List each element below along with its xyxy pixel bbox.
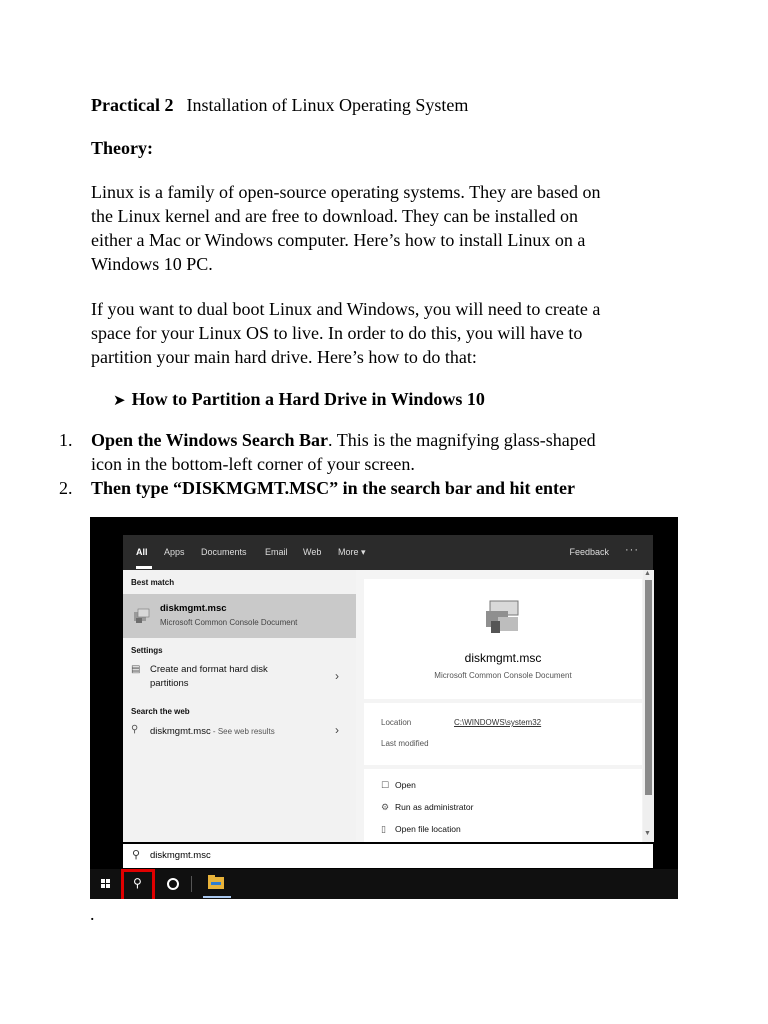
paragraph-line: the Linux kernel and are free to download. They can be installed on [91,206,578,226]
step-1-rest: . This is the magnifying glass-shaped [328,430,596,450]
paragraph-line: space for your Linux OS to live. In order to do this, you will have to [91,323,583,343]
preview-subtitle: Microsoft Common Console Document [434,671,572,680]
open-label: Open [395,780,416,790]
chevron-right-icon: › [335,669,339,683]
run-as-admin-action[interactable] [381,802,473,813]
intro-paragraph [91,180,691,276]
tab-web[interactable]: Web [303,547,322,557]
step-2: Then type “DISKMGMT.MSC” in the search bar and hit enter [91,478,576,498]
console-document-icon [482,597,526,637]
console-document-icon [132,606,152,626]
search-icon: ⚲ [132,848,141,861]
location-link[interactable]: C:\WINDOWS\system32 [454,718,542,727]
best-match-title: diskmgmt.msc [160,603,227,614]
tab-email[interactable]: Email [265,547,288,557]
settings-icon: ▤ [131,664,141,675]
web-result-query: diskmgmt.msc [150,726,211,737]
run-as-admin-label: Run as administrator [395,802,474,812]
step-number: 1. [59,430,73,450]
file-details [364,703,642,765]
search-filter-bar [123,535,653,570]
chevron-right-icon: › [335,723,339,737]
scroll-up-icon[interactable]: ▲ [644,570,651,577]
best-match-result[interactable] [123,594,356,638]
active-app-indicator [203,896,231,898]
preview-card [364,579,642,699]
tab-documents[interactable]: Documents [201,547,247,557]
open-file-location-action[interactable] [381,824,461,835]
settings-result-line2: partitions [150,678,189,689]
preview-pane [356,570,654,842]
page-title [91,93,468,117]
location-label: Location [381,718,412,727]
settings-result-line1: Create and format hard disk [150,664,268,675]
taskbar [90,869,678,899]
tab-more[interactable]: More ▾ [338,547,366,557]
search-input[interactable]: diskmgmt.msc [150,850,211,861]
paragraph-line: Linux is a family of open-source operating systems. They are based on [91,182,601,202]
search-web-heading: Search the web [131,707,190,716]
section-heading [113,387,485,412]
results-list [123,570,356,842]
more-options-icon[interactable]: ··· [625,544,639,556]
taskbar-divider [191,876,192,892]
search-box[interactable] [123,844,653,868]
shield-icon: ⚙ [381,803,390,813]
paragraph-line: partition your main hard drive. Here’s how to do that: [91,347,477,367]
scroll-down-icon[interactable]: ▼ [644,830,651,837]
tab-all[interactable]: All [136,547,148,557]
file-explorer-icon [211,882,221,885]
theory-heading: Theory: [91,138,153,158]
trailing-period: . [90,904,95,924]
search-icon: ⚲ [133,876,142,890]
search-icon: ⚲ [131,724,139,735]
step-1-line2: icon in the bottom-left corner of your screen. [91,454,415,474]
section-heading-text: How to Partition a Hard Drive in Windows 10 [131,389,485,409]
last-modified-label: Last modified [381,739,429,748]
open-file-location-label: Open file location [395,824,461,834]
paragraph-line: either a Mac or Windows computer. Here’s how to install Linux on a [91,230,586,250]
arrow-bullet-icon: ➤ [113,391,126,409]
taskbar-search-button[interactable] [121,869,155,899]
tab-apps[interactable]: Apps [164,547,185,557]
step-1 [91,428,596,476]
settings-heading: Settings [131,646,163,655]
best-match-heading: Best match [131,578,175,587]
folder-icon: ▯ [381,825,386,835]
step-number: 2. [59,478,73,498]
scrollbar[interactable] [643,570,654,842]
open-icon: ☐ [381,781,390,791]
practical-number: Practical 2 [91,95,174,115]
preview-title: diskmgmt.msc [464,651,542,665]
web-result-suffix: - See web results [210,727,275,736]
active-tab-indicator [136,566,152,569]
best-match-subtitle: Microsoft Common Console Document [160,618,298,627]
windows-start-icon[interactable] [101,879,111,889]
windows-search-screenshot [90,517,678,899]
paragraph-line: Windows 10 PC. [91,254,213,274]
actions-list [364,769,642,842]
scroll-thumb[interactable] [645,580,652,795]
feedback-link[interactable]: Feedback [569,547,609,557]
open-action[interactable] [381,780,416,791]
cortana-icon[interactable] [167,878,179,890]
dual-boot-paragraph [91,297,691,369]
practical-title: Installation of Linux Operating System [186,95,469,115]
step-1-bold: Open the Windows Search Bar [91,430,329,450]
paragraph-line: If you want to dual boot Linux and Windows, you will need to create a [91,299,601,319]
